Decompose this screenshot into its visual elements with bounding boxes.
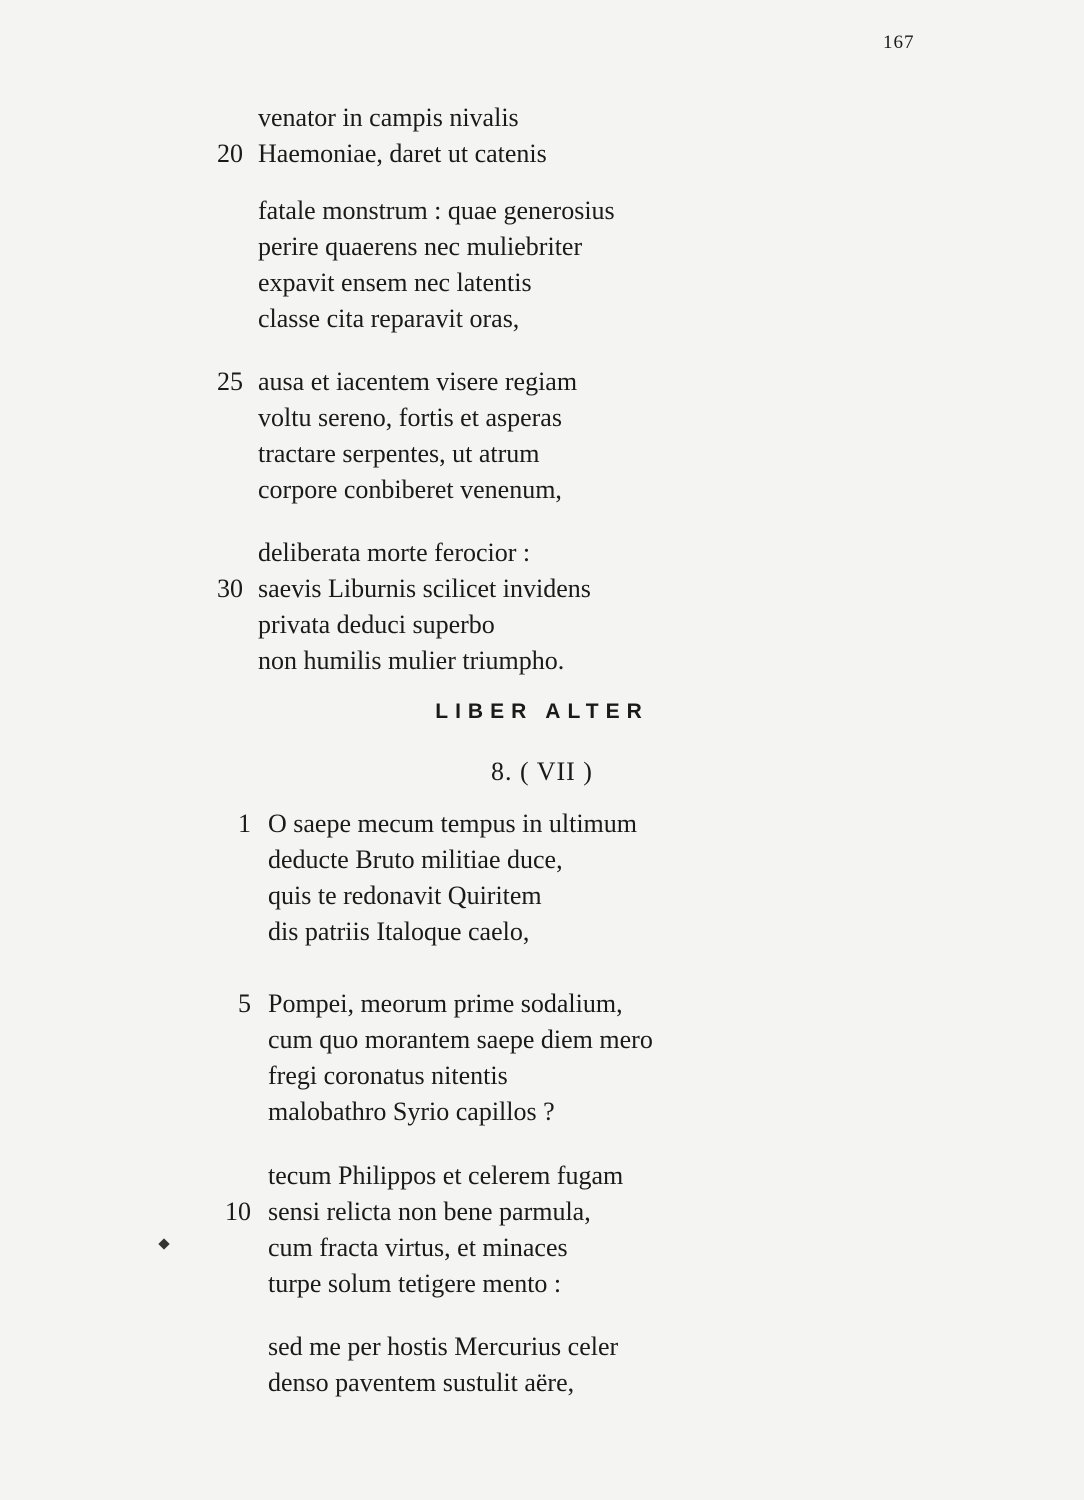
- verse-line: [0, 878, 1000, 914]
- verse-text: fregi coronatus nitentis: [268, 1061, 508, 1090]
- verse-line: [0, 100, 1000, 136]
- book-heading: LIBER ALTER: [435, 700, 649, 723]
- verse-line: [0, 643, 1000, 679]
- verse-text: quis te redonavit Quiritem: [268, 881, 542, 910]
- verse-text: privata deduci superbo: [258, 610, 495, 639]
- verse-text: dis patriis Italoque caelo,: [268, 917, 530, 946]
- verse-line: [0, 1158, 1000, 1194]
- page-number: 167: [883, 32, 915, 53]
- verse-line: [0, 229, 1000, 265]
- stanza: [0, 1158, 1000, 1302]
- verse-line: [0, 1022, 1000, 1058]
- verse-text: ausa et iacentem visere regiam: [258, 367, 578, 396]
- verse-line: [0, 1194, 1000, 1230]
- verse-line: [0, 436, 1000, 472]
- verse-text: fatale monstrum : quae generosius: [258, 196, 615, 225]
- line-number: 25: [217, 367, 243, 396]
- verse-line: [0, 1329, 1000, 1365]
- verse-line: [0, 571, 1000, 607]
- verse-line: [0, 806, 1000, 842]
- line-number: 30: [217, 574, 243, 603]
- line-number: 20: [217, 139, 243, 168]
- verse-line: [0, 607, 1000, 643]
- verse-text: tractare serpentes, ut atrum: [258, 439, 540, 468]
- verse-text: malobathro Syrio capillos ?: [268, 1097, 555, 1126]
- verse-text: deliberata morte ferocior :: [258, 538, 531, 567]
- verse-text: perire quaerens nec muliebriter: [258, 232, 583, 261]
- verse-line: [0, 914, 1000, 950]
- verse-line: [0, 400, 1000, 436]
- verse-line: [0, 1230, 1000, 1266]
- verse-text: corpore conbiberet venenum,: [258, 475, 562, 504]
- stanza: [0, 364, 1000, 508]
- verse-line: [0, 1266, 1000, 1302]
- verse-text: venator in campis nivalis: [258, 103, 519, 132]
- stanza: [0, 100, 1000, 172]
- verse-line: [0, 193, 1000, 229]
- verse-line: [0, 136, 1000, 172]
- verse-line: [0, 1094, 1000, 1130]
- verse-text: saevis Liburnis scilicet invidens: [258, 574, 591, 603]
- poem-title: 8. ( VII ): [491, 757, 593, 786]
- verse-text: sensi relicta non bene parmula,: [268, 1197, 591, 1226]
- verse-text: O saepe mecum tempus in ultimum: [268, 809, 637, 838]
- verse-line: [0, 986, 1000, 1022]
- line-number: 1: [238, 809, 251, 838]
- verse-text: turpe solum tetigere mento :: [268, 1269, 562, 1298]
- verse-text: deducte Bruto militiae duce,: [268, 845, 563, 874]
- verse-text: Pompei, meorum prime sodalium,: [268, 989, 623, 1018]
- stanza: [0, 986, 1000, 1130]
- verse-text: voltu sereno, fortis et asperas: [258, 403, 562, 432]
- verse-text: cum fracta virtus, et minaces: [268, 1233, 568, 1262]
- verse-text: non humilis mulier triumpho.: [258, 646, 565, 675]
- verse-text: cum quo morantem saepe diem mero: [268, 1025, 653, 1054]
- verse-text: classe cita reparavit oras,: [258, 304, 520, 333]
- verse-line: [0, 265, 1000, 301]
- line-number: 10: [225, 1197, 251, 1226]
- verse-line: [0, 1365, 1000, 1401]
- verse-text: expavit ensem nec latentis: [258, 268, 532, 297]
- stanza: [0, 535, 1000, 679]
- stanza: [0, 193, 1000, 337]
- verse-line: [0, 1058, 1000, 1094]
- stanza: [0, 806, 1000, 950]
- stanza: [0, 1329, 1000, 1401]
- verse-line: [0, 535, 1000, 571]
- verse-text: Haemoniae, daret ut catenis: [258, 139, 547, 168]
- verse-line: [0, 472, 1000, 508]
- verse-line: [0, 842, 1000, 878]
- line-number: 5: [238, 989, 251, 1018]
- verse-line: [0, 301, 1000, 337]
- verse-text: denso paventem sustulit aëre,: [268, 1368, 575, 1397]
- verse-line: [0, 364, 1000, 400]
- verse-text: tecum Philippos et celerem fugam: [268, 1161, 624, 1190]
- verse-text: sed me per hostis Mercurius celer: [268, 1332, 619, 1361]
